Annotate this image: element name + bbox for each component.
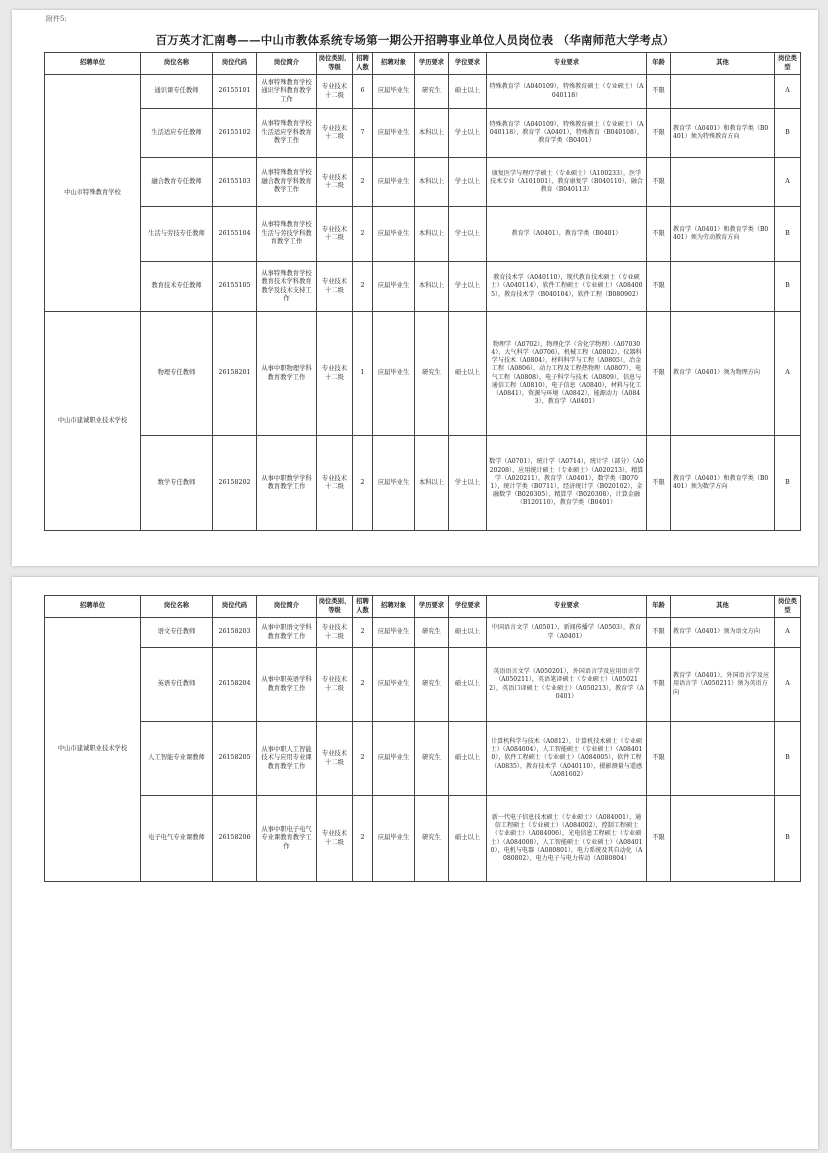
position-name: 语文专任教师: [141, 618, 213, 648]
position-type: B: [775, 207, 801, 262]
position-age: 不限: [647, 436, 671, 531]
position-degree: 硕士以上: [449, 796, 487, 882]
position-name: 生活与劳技专任教师: [141, 207, 213, 262]
header-cell: 学位要求: [449, 53, 487, 75]
position-category: 专业技术十二级: [317, 109, 353, 158]
position-name: 通识课专任教师: [141, 75, 213, 109]
position-type: A: [775, 648, 801, 722]
position-category: 专业技术十二级: [317, 722, 353, 796]
position-category: 专业技术十二级: [317, 618, 353, 648]
position-target: 应届毕业生: [373, 75, 415, 109]
position-count: 2: [353, 436, 373, 531]
position-type: B: [775, 796, 801, 882]
position-target: 应届毕业生: [373, 262, 415, 312]
header-cell: 岗位类型: [775, 53, 801, 75]
position-education: 研究生: [415, 648, 449, 722]
position-education: 研究生: [415, 312, 449, 436]
position-other: 教育学（A0401）、外国语言学及应用语言学（A050211）须为英语方向: [671, 648, 775, 722]
position-type: B: [775, 722, 801, 796]
position-code: 26155104: [213, 207, 257, 262]
position-target: 应届毕业生: [373, 796, 415, 882]
position-major: 康复医学与理疗学硕士（专业硕士）（A100233），医学技术专业（A101001），教育康复学（B040110），融合教育（B040113）: [487, 158, 647, 207]
position-code: 26155105: [213, 262, 257, 312]
position-type: B: [775, 109, 801, 158]
position-target: 应届毕业生: [373, 109, 415, 158]
position-type: A: [775, 158, 801, 207]
position-education: 研究生: [415, 796, 449, 882]
position-code: 26155101: [213, 75, 257, 109]
position-intro: 从事中职英语学科教育教学工作: [257, 648, 317, 722]
position-other: 教育学（A0401）和教育学类（B0401）须为数学方向: [671, 436, 775, 531]
position-age: 不限: [647, 75, 671, 109]
position-intro: 从事中职语文学科教育教学工作: [257, 618, 317, 648]
position-major: 特殊教育学（A040109），特殊教育硕士（专业硕士）（A040118）: [487, 75, 647, 109]
header-cell: 专业要求: [487, 53, 647, 75]
table-header-row: [45, 596, 801, 618]
position-major: 教育学（A0401），教育学类（B0401）: [487, 207, 647, 262]
position-category: 专业技术十二级: [317, 75, 353, 109]
table-row: [45, 262, 801, 312]
position-category: 专业技术十二级: [317, 262, 353, 312]
table-row: [45, 75, 801, 109]
position-major: 物理学（A0702），物理化学（含化学物理）（A070304），大气科学（A0706），机械工程（A0802），仪器科学与技术（A0804），材料科学与工程（A0805），冶金工程（A0806），动力工程及工程热物理（A0807），电气工程（A0808），电子科学与技术（A0809），信息与通信工程（A0810），电子信息（A0840），材料与化工（A0841），资源与环境（A0842），能源动力（A0843），教育学（A0401）: [487, 312, 647, 436]
header-cell: 招聘对象: [373, 596, 415, 618]
position-age: 不限: [647, 618, 671, 648]
table-header-row: [45, 53, 801, 75]
header-cell: 招聘人数: [353, 596, 373, 618]
header-cell: 岗位类别、等级: [317, 596, 353, 618]
header-cell: 岗位简介: [257, 53, 317, 75]
position-degree: 硕士以上: [449, 722, 487, 796]
position-other: [671, 158, 775, 207]
table-row: [45, 722, 801, 796]
position-degree: 学士以上: [449, 436, 487, 531]
position-degree: 学士以上: [449, 207, 487, 262]
header-cell: 岗位代码: [213, 596, 257, 618]
position-count: 2: [353, 262, 373, 312]
position-name: 教育技术专任教师: [141, 262, 213, 312]
position-type: A: [775, 618, 801, 648]
header-cell: 学历要求: [415, 596, 449, 618]
header-cell: 岗位类型: [775, 596, 801, 618]
position-category: 专业技术十二级: [317, 436, 353, 531]
position-code: 26158203: [213, 618, 257, 648]
position-degree: 硕士以上: [449, 618, 487, 648]
position-age: 不限: [647, 207, 671, 262]
position-target: 应届毕业生: [373, 436, 415, 531]
position-intro: 从事特殊教育学校生活与劳技学科教育教学工作: [257, 207, 317, 262]
position-name: 数学专任教师: [141, 436, 213, 531]
position-education: 研究生: [415, 75, 449, 109]
position-type: B: [775, 436, 801, 531]
position-degree: 学士以上: [449, 109, 487, 158]
header-cell: 招聘单位: [45, 596, 141, 618]
position-count: 7: [353, 109, 373, 158]
attachment-label: 附件5:: [46, 15, 67, 23]
unit-cell: 中山市建诚职业技术学校: [45, 618, 141, 882]
position-name: 生活适应专任教师: [141, 109, 213, 158]
position-other: 教育学（A0401）和教育学类（B0401）须为劳动教育方向: [671, 207, 775, 262]
table-row: [45, 436, 801, 531]
position-code: 26158206: [213, 796, 257, 882]
position-count: 2: [353, 618, 373, 648]
position-count: 2: [353, 158, 373, 207]
header-cell: 年龄: [647, 53, 671, 75]
position-major: 新一代电子信息技术硕士（专业硕士）（A084001），通信工程硕士（专业硕士）（A084002），控制工程硕士（专业硕士）（A084006），光电信息工程硕士（专业硕士）（A084008），人工智能硕士（专业硕士）（A084010），电机与电器（A080801），电力系统及其自动化（A080802），电力电子与电力传动（A080804）: [487, 796, 647, 882]
header-cell: 岗位名称: [141, 53, 213, 75]
position-education: 研究生: [415, 722, 449, 796]
position-other: [671, 75, 775, 109]
page-two: [12, 577, 818, 1149]
position-degree: 学士以上: [449, 158, 487, 207]
unit-cell: 中山市特殊教育学校: [45, 75, 141, 312]
position-age: 不限: [647, 648, 671, 722]
position-age: 不限: [647, 312, 671, 436]
position-other: 教育学（A0401）和教育学类（B0401）须为特殊教育方向: [671, 109, 775, 158]
positions-table-page-two: [44, 595, 801, 882]
position-target: 应届毕业生: [373, 207, 415, 262]
position-other: 教育学（A0401）须为语文方向: [671, 618, 775, 648]
position-degree: 学士以上: [449, 262, 487, 312]
position-category: 专业技术十二级: [317, 648, 353, 722]
position-name: 融合教育专任教师: [141, 158, 213, 207]
position-major: 特殊教育学（A040109），特殊教育硕士（专业硕士）（A040118），教育学（A0401），特殊教育（B040108），教育学类（B0401）: [487, 109, 647, 158]
position-major: 数学（A0701），统计学（A0714），统计学（部分）（A020208），应用统计硕士（专业硕士）（A020213），精算学（A020211），教育学（A0401），数学类（B0701），统计学类（B0711），经济统计学（B020102），金融数学（B020305），精算学（B020308），计算金融（B120110），教育学类（B0401）: [487, 436, 647, 531]
position-category: 专业技术十二级: [317, 207, 353, 262]
position-count: 1: [353, 312, 373, 436]
position-type: A: [775, 312, 801, 436]
position-intro: 从事中职人工智能技术与应用专业课教育教学工作: [257, 722, 317, 796]
position-age: 不限: [647, 158, 671, 207]
position-age: 不限: [647, 109, 671, 158]
position-name: 电子电气专业课教师: [141, 796, 213, 882]
position-major: 英语语言文学（A050201），外国语言学及应用语言学（A050211），英语笔译硕士（专业硕士）（A050212），英语口译硕士（专业硕士）（A050213），教育学（A0401）: [487, 648, 647, 722]
position-code: 26155102: [213, 109, 257, 158]
position-other: [671, 796, 775, 882]
position-name: 物理专任教师: [141, 312, 213, 436]
header-cell: 专业要求: [487, 596, 647, 618]
header-cell: 学历要求: [415, 53, 449, 75]
position-major: 教育技术学（A040110），现代教育技术硕士（专业硕士）（A040114），软件工程硕士（专业硕士）（A084005），教育技术学（B040104），软件工程（B080902）: [487, 262, 647, 312]
position-name: 人工智能专业课教师: [141, 722, 213, 796]
position-intro: 从事特殊教育学校教育技术学科教育教学及技术支持工作: [257, 262, 317, 312]
header-cell: 学位要求: [449, 596, 487, 618]
position-major: 计算机科学与技术（A0812），计算机技术硕士（专业硕士）（A084004），人工智能硕士（专业硕士）（A084010），软件工程硕士（专业硕士）（A084005），软件工程（A0835），教育技术学（A040110），摄影测量与遥感（A081602）: [487, 722, 647, 796]
header-cell: 招聘对象: [373, 53, 415, 75]
positions-table-page-one: [44, 52, 801, 531]
position-education: 本科以上: [415, 109, 449, 158]
position-code: 26158202: [213, 436, 257, 531]
table-row: [45, 312, 801, 436]
position-type: B: [775, 262, 801, 312]
table-row: [45, 109, 801, 158]
header-cell: 岗位代码: [213, 53, 257, 75]
table-row: [45, 796, 801, 882]
position-target: 应届毕业生: [373, 648, 415, 722]
document-title: 百万英才汇南粤——中山市教体系统专场第一期公开招聘事业单位人员岗位表 （华南师范大学考点）: [155, 33, 675, 47]
position-education: 本科以上: [415, 436, 449, 531]
position-age: 不限: [647, 722, 671, 796]
position-degree: 硕士以上: [449, 312, 487, 436]
position-education: 本科以上: [415, 207, 449, 262]
header-cell: 其他: [671, 596, 775, 618]
position-major: 中国语言文学（A0501），新闻传播学（A0503），教育学（A0401）: [487, 618, 647, 648]
position-count: 2: [353, 722, 373, 796]
position-code: 26158201: [213, 312, 257, 436]
position-target: 应届毕业生: [373, 722, 415, 796]
position-target: 应届毕业生: [373, 312, 415, 436]
header-cell: 招聘单位: [45, 53, 141, 75]
position-degree: 硕士以上: [449, 75, 487, 109]
header-cell: 其他: [671, 53, 775, 75]
position-code: 26155103: [213, 158, 257, 207]
position-type: A: [775, 75, 801, 109]
position-category: 专业技术十二级: [317, 796, 353, 882]
position-target: 应届毕业生: [373, 618, 415, 648]
position-count: 2: [353, 207, 373, 262]
position-code: 26158204: [213, 648, 257, 722]
header-cell: 年龄: [647, 596, 671, 618]
table-row: [45, 158, 801, 207]
position-count: 2: [353, 796, 373, 882]
position-intro: 从事特殊教育学校通识学科教育教学工作: [257, 75, 317, 109]
position-category: 专业技术十二级: [317, 158, 353, 207]
position-other: [671, 722, 775, 796]
position-intro: 从事特殊教育学校生活适应学科教育教学工作: [257, 109, 317, 158]
unit-cell: 中山市建诚职业技术学校: [45, 312, 141, 531]
page-one: [12, 10, 818, 566]
position-intro: 从事中职数学学科教育教学工作: [257, 436, 317, 531]
header-cell: 岗位类别、等级: [317, 53, 353, 75]
header-cell: 岗位名称: [141, 596, 213, 618]
position-name: 英语专任教师: [141, 648, 213, 722]
position-age: 不限: [647, 262, 671, 312]
position-other: 教育学（A0401）须为物理方向: [671, 312, 775, 436]
position-education: 本科以上: [415, 158, 449, 207]
table-row: [45, 207, 801, 262]
position-age: 不限: [647, 796, 671, 882]
position-intro: 从事中职物理学科教育教学工作: [257, 312, 317, 436]
header-cell: 招聘人数: [353, 53, 373, 75]
header-cell: 岗位简介: [257, 596, 317, 618]
position-target: 应届毕业生: [373, 158, 415, 207]
position-count: 2: [353, 648, 373, 722]
position-education: 研究生: [415, 618, 449, 648]
position-intro: 从事中职电子电气专业课教育教学工作: [257, 796, 317, 882]
position-category: 专业技术十二级: [317, 312, 353, 436]
position-intro: 从事特殊教育学校融合教育学科教育教学工作: [257, 158, 317, 207]
table-row: [45, 648, 801, 722]
position-count: 6: [353, 75, 373, 109]
position-code: 26158205: [213, 722, 257, 796]
position-degree: 硕士以上: [449, 648, 487, 722]
position-other: [671, 262, 775, 312]
table-row: [45, 618, 801, 648]
position-education: 本科以上: [415, 262, 449, 312]
